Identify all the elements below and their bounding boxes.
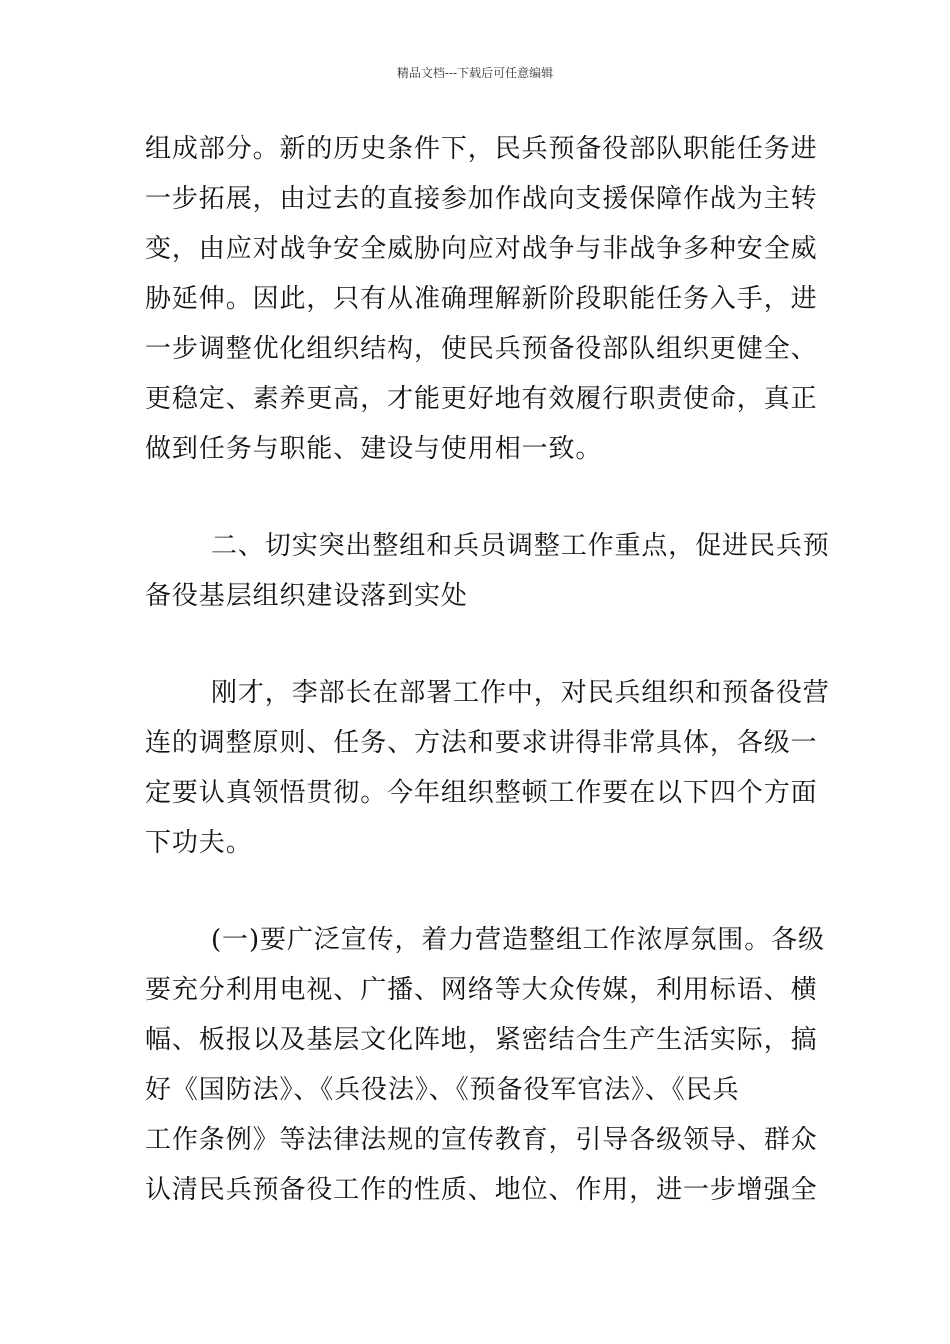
text-line: 变，由应对战争安全威胁向应对战争与非战争多种安全威: [145, 234, 818, 264]
section-heading: [145, 521, 830, 621]
paragraph-continuation: [145, 124, 818, 474]
document-body: [145, 124, 830, 1215]
text-line: 更稳定、素养更高，才能更好地有效履行职责使命，真正: [145, 384, 818, 414]
text-line: (一)要广泛宣传，着力营造整组工作浓厚氛围。各级: [211, 925, 825, 955]
text-line: 组成部分。新的历史条件下，民兵预备役部队职能任务进: [145, 134, 818, 164]
paragraph-gap: [145, 621, 807, 668]
text-line: 连的调整原则、任务、方法和要求讲得非常具体，各级一: [145, 728, 818, 758]
heading-line: 备役基层组织建设落到实处: [145, 581, 468, 611]
paragraph-gap: [145, 868, 807, 915]
text-line: 幅、板报以及基层文化阵地，紧密结合生产生活实际，搞: [145, 1025, 818, 1055]
text-line: 要充分利用电视、广播、网络等大众传媒，利用标语、横: [145, 975, 818, 1005]
text-line: 定要认真领悟贯彻。今年组织整顿工作要在以下四个方面: [145, 778, 818, 808]
text-line: 一步拓展，由过去的直接参加作战向支援保障作战为主转: [145, 184, 818, 214]
paragraph: [145, 915, 825, 1215]
text-line: 下功夫。: [145, 828, 253, 858]
text-line: 一步调整优化组织结构，使民兵预备役部队组织更健全、: [145, 334, 818, 364]
text-line: 好《国防法》、《兵役法》、《预备役军官法》、《民兵: [145, 1075, 740, 1105]
text-line: 做到任务与职能、建设与使用相一致。: [145, 434, 603, 464]
text-line: 胁延伸。因此，只有从准确理解新阶段职能任务入手，进: [145, 284, 818, 314]
text-line: 刚才，李部长在部署工作中，对民兵组织和预备役营: [211, 678, 830, 708]
text-line: 工作条例》等法律法规的宣传教育，引导各级领导、群众: [145, 1125, 818, 1155]
heading-line: 二、切实突出整组和兵员调整工作重点，促进民兵预: [211, 531, 830, 561]
text-line: 认清民兵预备役工作的性质、地位、作用，进一步增强全: [145, 1175, 818, 1205]
page-header: 精品文档---下载后可任意编辑: [396, 66, 554, 80]
paragraph: [145, 668, 830, 868]
paragraph-gap: [145, 474, 807, 521]
